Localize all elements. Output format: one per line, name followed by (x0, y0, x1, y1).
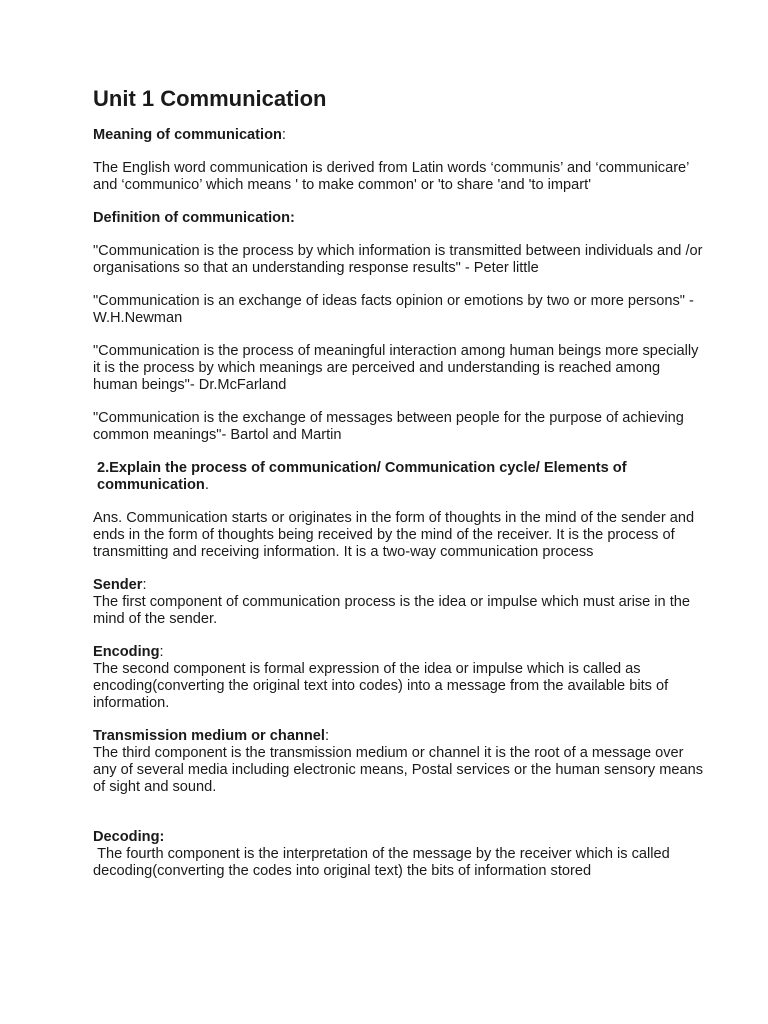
element-encoding-label-text: Encoding (93, 644, 160, 660)
element-encoding-text: The second component is formal expression of the idea or impulse which is called as encoding(converting the original text into codes) into a message from the available bits of information. (93, 661, 669, 711)
question-2-heading-text: 2.Explain the process of communication/ Communication cycle/ Elements of communication (97, 460, 627, 493)
element-decoding-text: The fourth component is the interpretation of the message by the receiver which is called decoding(converting the codes into original text) the bits of information stored (93, 846, 674, 879)
definition-heading (93, 210, 708, 227)
meaning-heading-text: Meaning of communication (93, 127, 282, 143)
element-transmission-label (93, 728, 708, 745)
definition-quote-2: "Communication is an exchange of ideas facts opinion or emotions by two or more persons" - W.H.Newman (93, 293, 694, 326)
question-2-heading (93, 460, 708, 494)
element-sender-label (93, 577, 708, 594)
definition-quote-3: "Communication is the process of meaningful interaction among human beings more specially it is the process by which meanings are perceived and understanding is reached among human beings"- Dr.McFarland (93, 343, 699, 393)
element-encoding-label-colon: : (159, 644, 164, 660)
element-encoding (93, 644, 708, 712)
element-decoding-label-text: Decoding: (93, 829, 165, 845)
question-2-answer: Ans. Communication starts or originates in the form of thoughts in the mind of the sender and ends in the form of thoughts being received by the mind of the receiver. It is the process of transmitting and receiving information. It is a two-way communication process (93, 510, 695, 560)
element-sender-label-colon: : (142, 577, 147, 593)
definition-quote-1: "Communication is the process by which information is transmitted between individuals and /or organisations so that an understanding response results" - Peter little (93, 243, 703, 276)
meaning-heading-colon: : (281, 127, 286, 143)
element-decoding-label (93, 829, 708, 846)
definition-quote-4: "Communication is the exchange of messages between people for the purpose of achieving common meanings"- Bartol and Martin (93, 410, 684, 443)
element-sender-text: The first component of communication process is the idea or impulse which must arise in the mind of the sender. (93, 594, 690, 627)
element-sender-label-text: Sender (93, 577, 143, 593)
element-transmission-label-colon: : (324, 728, 330, 744)
meaning-paragraph: The English word communication is derived from Latin words ‘communis’ and ‘communicare’ and ‘communico’ which means ' to make common' or 'to share 'and 'to impart' (93, 160, 689, 193)
element-transmission (93, 728, 708, 796)
element-transmission-text: The third component is the transmission medium or channel it is the root of a message over any of several media including electronic means, Postal services or the human sensory means of sight and sound. (93, 745, 703, 795)
definition-heading-text: Definition of communication: (93, 210, 295, 226)
element-decoding (93, 829, 708, 880)
document-title: Unit 1 Communication (93, 86, 327, 111)
element-encoding-label (93, 644, 708, 661)
element-sender (93, 577, 708, 628)
question-2-heading-tail: . (204, 477, 209, 493)
meaning-heading (93, 127, 708, 144)
element-transmission-label-text: Transmission medium or channel (93, 728, 325, 744)
